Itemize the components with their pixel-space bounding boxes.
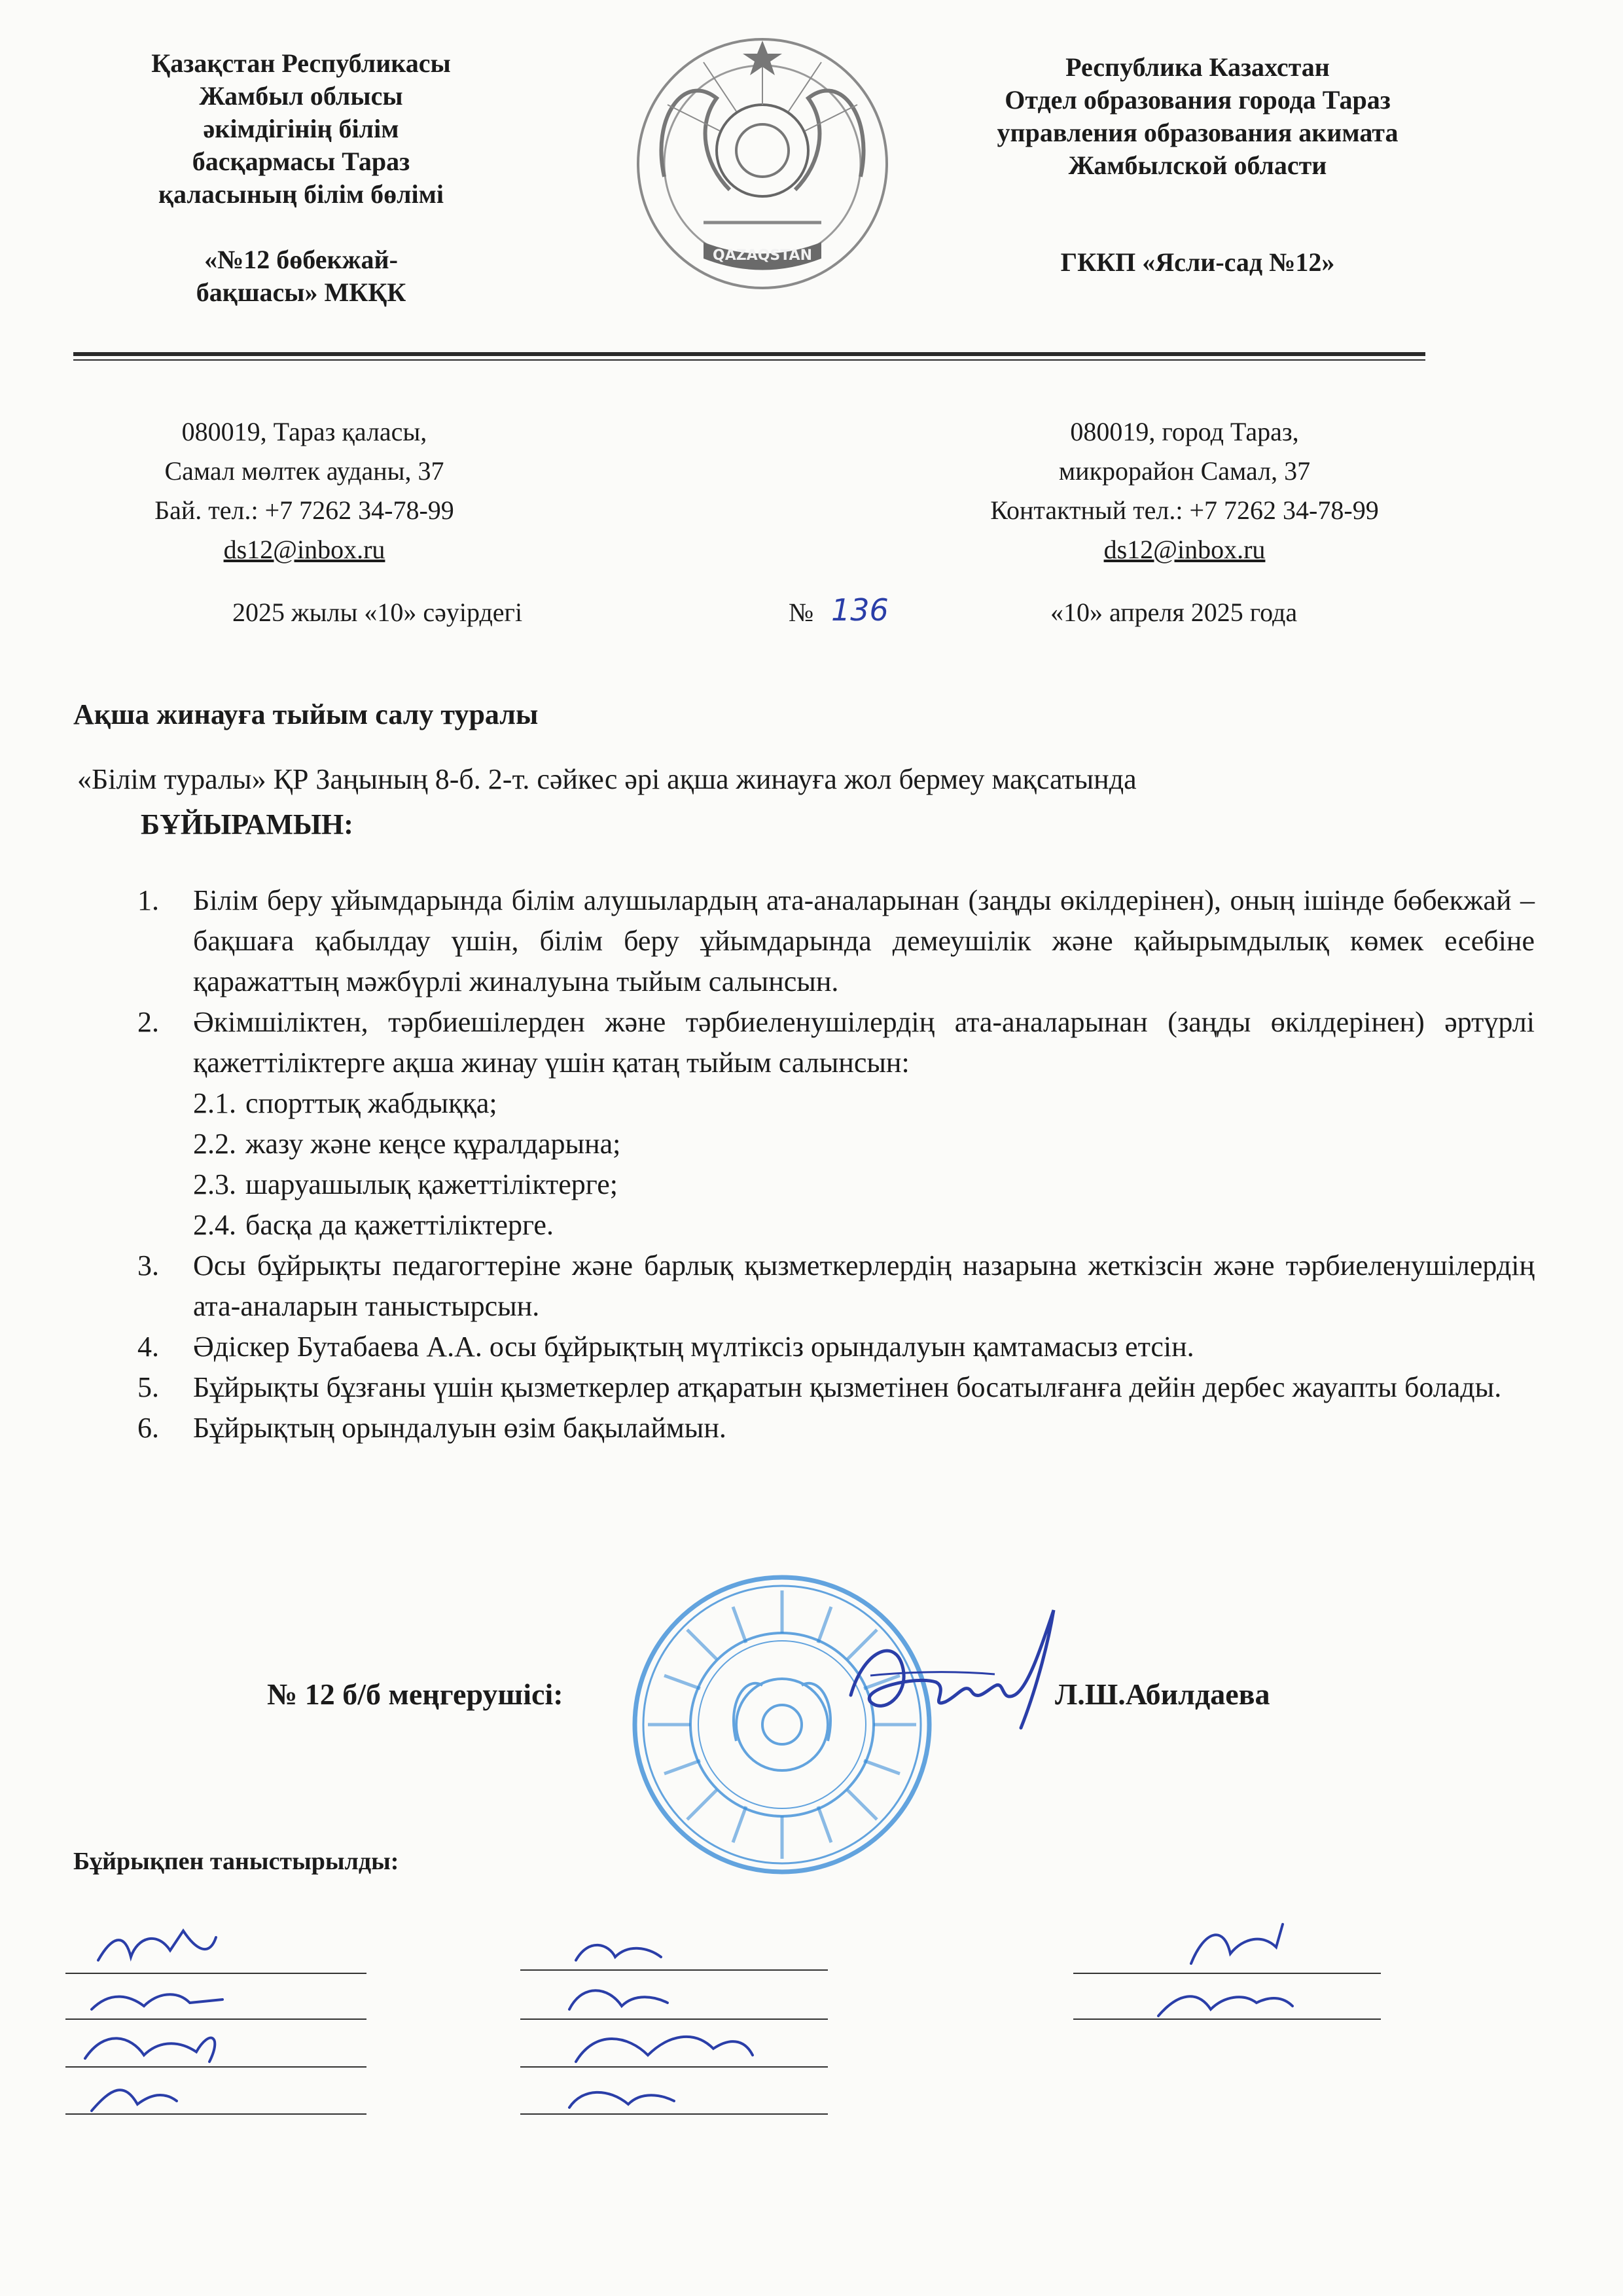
item-text: Әкімшіліктен, тәрбиешілерден және тәрбиеленушілердің ата-аналарынан (заңды өкілдерінен) әртүрлі қажеттіліктерге ақша жинау үшін қатаң тыйым салынсын: (193, 1006, 1535, 1079)
item-text: Білім беру ұйымдарында білім алушылардың ата-аналарынан (заңды өкілдерінен), оның ішінде бөбекжай – бақшаға қабылдау үшін, білім беру ұйымдарында демеушілік және қайырымдылық көмек есебіне қаражаттың мәжбүрлі жиналуына тыйым салынсын. (193, 884, 1535, 997)
header-left-line: әкімдігінің білім (203, 114, 399, 143)
header-right-org: ГККП «Ясли-сад №12» (1060, 247, 1335, 277)
item-text: Бұйрықты бұзғаны үшін қызметкерлер атқаратын қызметінен босатылғанға дейін дербес жауапты болады. (193, 1371, 1502, 1403)
header-right-line: Республика Казахстан (1065, 52, 1330, 82)
item-number: 3. (137, 1249, 159, 1282)
date-kz: 2025 жылы «10» сәуірдегі (232, 598, 523, 627)
header-left-line: Жамбыл облысы (199, 81, 403, 111)
sub-item-text: басқа да қажеттіліктерге. (245, 1209, 554, 1241)
order-heading: БҰЙЫРАМЫН: (141, 808, 353, 840)
date-ru: «10» апреля 2025 года (1050, 598, 1298, 627)
header-left-line: Қазақстан Республикасы (151, 48, 451, 78)
acknowledgement-label: Бұйрықпен таныстырылды: (73, 1848, 399, 1875)
sub-item-number: 2.2. (193, 1128, 236, 1160)
phone-line: Контактный тел.: +7 7262 34-78-99 (990, 495, 1379, 525)
sub-item-text: шаруашылық қажеттіліктерге; (245, 1168, 618, 1200)
document-number-label: № (789, 598, 814, 627)
signatory-name: Л.Ш.Абилдаева (1055, 1677, 1270, 1711)
item-number: 5. (137, 1371, 159, 1403)
header-left-line: қаласының білім бөлімі (158, 179, 444, 209)
email-link[interactable]: ds12@inbox.ru (223, 535, 385, 564)
header-right-line: Жамбылской области (1068, 151, 1327, 180)
document-number-handwritten: 136 (831, 592, 889, 628)
address-line: микрорайон Самал, 37 (1058, 456, 1311, 486)
sub-item-text: жазу және кеңсе құралдарына; (245, 1128, 621, 1160)
sub-item-number: 2.1. (193, 1087, 236, 1119)
sub-item-text: спорттық жабдыққа; (245, 1087, 497, 1119)
item-number: 6. (137, 1412, 159, 1444)
item-text: Әдіскер Бутабаева А.А. осы бұйрықтың мүлтіксіз орындалуын қамтамасыз етсін. (193, 1331, 1194, 1363)
signatory-role: № 12 б/б меңгерушісі: (267, 1677, 563, 1711)
sub-item-number: 2.3. (193, 1168, 236, 1200)
email-link[interactable]: ds12@inbox.ru (1103, 535, 1266, 564)
header-left-org: «№12 бөбекжай- (204, 245, 398, 274)
item-text: Бұйрықтың орындалуын өзім бақылаймын. (193, 1412, 726, 1444)
item-number: 4. (137, 1331, 159, 1363)
header-left-line: басқармасы Тараз (192, 147, 410, 176)
phone-line: Бай. тел.: +7 7262 34-78-99 (154, 495, 454, 525)
header-right-line: управления образования акимата (997, 118, 1399, 147)
address-line: Самал мөлтек ауданы, 37 (164, 456, 444, 486)
item-number: 1. (137, 884, 159, 916)
emblem-text: QAZAQSTAN (713, 247, 812, 264)
preamble: «Білім туралы» ҚР Заңының 8-б. 2-т. сәйкес әрі ақша жинауға жол бермеу мақсатында (77, 763, 1137, 795)
header-left-org: бақшасы» МКҚК (196, 278, 406, 307)
address-line: 080019, Тараз қаласы, (181, 417, 427, 446)
item-number: 2. (137, 1006, 159, 1038)
address-line: 080019, город Тараз, (1070, 417, 1299, 446)
sub-item-number: 2.4. (193, 1209, 236, 1241)
header-right-line: Отдел образования города Тараз (1005, 85, 1391, 115)
item-text: Осы бұйрықты педагогтеріне және барлық қызметкерлердің назарына жеткізсін және тәрбиеленушілердің ата-аналарын таныстырсын. (193, 1249, 1535, 1322)
document-title: Ақша жинауға тыйым салу туралы (73, 698, 539, 730)
